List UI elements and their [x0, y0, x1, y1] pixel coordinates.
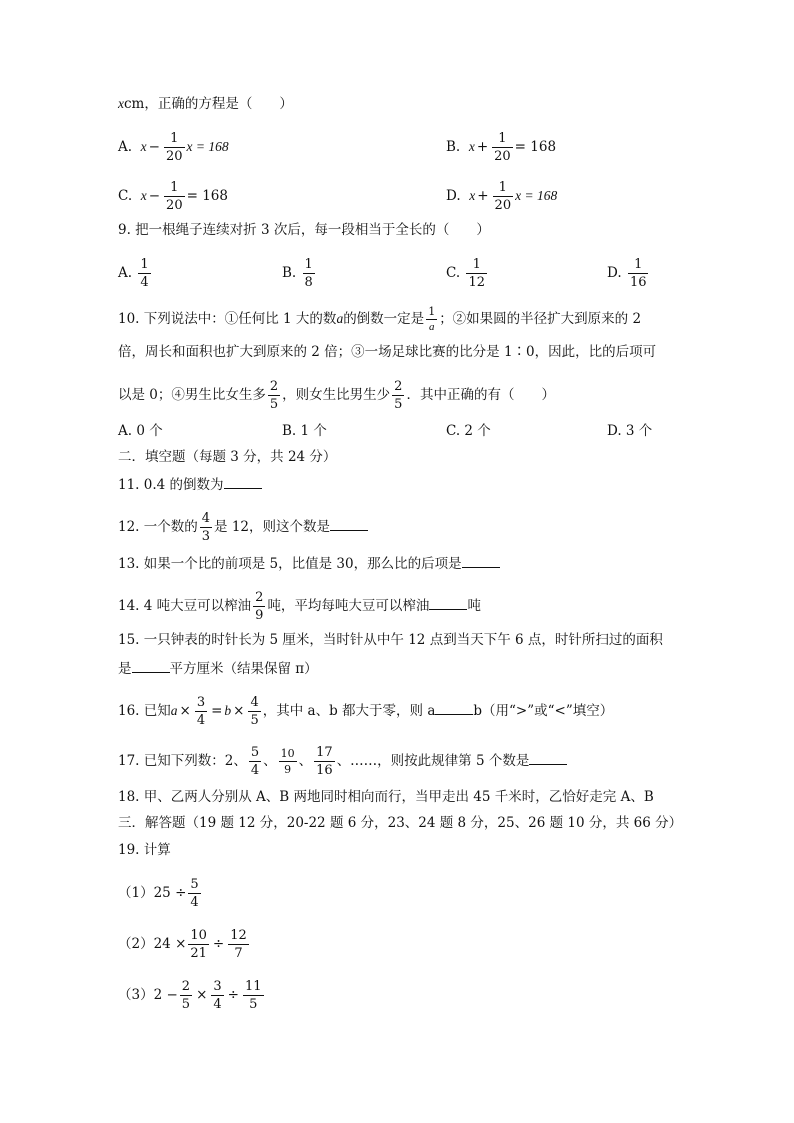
q8-stem-tail: xcm，正确的方程是（ ）: [118, 96, 293, 112]
q8-option-b[interactable]: B. x + $\frac{1}{20}$ = 168: [446, 131, 557, 164]
fraction: $\frac{1}{16}$: [629, 257, 647, 290]
fraction: $\frac{3}{4}$: [196, 695, 206, 728]
answer-blank[interactable]: [132, 658, 170, 673]
q19-title: 19. 计算: [118, 842, 171, 858]
fraction: $\frac{2}{5}$: [269, 379, 279, 412]
q13: 13. 如果一个比的前项是 5，比值是 30，那么比的后项是: [118, 553, 500, 574]
q10-option-d[interactable]: D. 3 个: [607, 423, 653, 439]
fraction: $\frac{1}{20}$: [494, 180, 512, 213]
q14: 14. 4 吨大豆可以榨油 $\frac{2}{9}$ 吨，平均每吨大豆可以榨油 吨: [118, 590, 481, 623]
q10-line-2: 倍，周长和面积也扩大到原来的 2 倍；③一场足球比赛的比分是 1∶0，因此，比的后项可: [118, 344, 657, 360]
answer-blank[interactable]: [429, 595, 467, 610]
q10-option-a[interactable]: A. 0 个: [118, 423, 163, 439]
fraction: $\frac{11}{5}$: [244, 979, 262, 1012]
fraction: $\frac{10}{9}$: [280, 747, 295, 776]
q18: 18. 甲、乙两人分别从 A、B 两地同时相向而行，当甲走出 45 千米时，乙恰好走完 A、B: [118, 789, 654, 805]
q8-option-a[interactable]: A. x − $\frac{1}{20}$ x = 168: [118, 131, 229, 164]
q16: 16. 已知a × $\frac{3}{4}$ = b × $\frac{4}{5}$ ，其中 a、b 都大于零，则 a b（用“>”或“<”填空）: [118, 695, 614, 728]
q19-part-3: （3）2 − $\frac{2}{5}$ × $\frac{3}{4}$ ÷ $\frac{11}{5}$: [118, 979, 262, 1012]
fraction: $\frac{4}{3}$: [201, 511, 211, 544]
q19-part-2: （2）24 × $\frac{10}{21}$ ÷ $\frac{12}{7}$: [118, 928, 247, 961]
fraction: $\frac{1}{a}$: [428, 305, 436, 333]
fraction: $\frac{1}{8}$: [304, 257, 313, 290]
q8-option-c[interactable]: C. x − $\frac{1}{20}$ = 168: [118, 180, 228, 213]
answer-blank[interactable]: [462, 553, 500, 568]
section-3-heading: 三．解答题（19 题 12 分，20-22 题 6 分，23、24 题 8 分，25、26 题 10 分，共 66 分）: [118, 815, 683, 831]
q9-option-a[interactable]: A. $\frac{1}{4}$: [118, 257, 149, 290]
q10-option-c[interactable]: C. 2 个: [446, 423, 491, 439]
fraction: $\frac{1}{20}$: [165, 131, 183, 164]
q11: 11. 0.4 的倒数为: [118, 474, 262, 495]
answer-blank[interactable]: [529, 750, 567, 765]
fraction: $\frac{1}{20}$: [166, 180, 183, 213]
q9-option-b[interactable]: B. $\frac{1}{8}$: [282, 257, 313, 290]
fraction: $\frac{5}{4}$: [250, 745, 260, 778]
q9-option-d[interactable]: D. $\frac{1}{16}$: [607, 257, 647, 290]
fraction: $\frac{1}{12}$: [468, 257, 485, 290]
q8-option-d[interactable]: D. x + $\frac{1}{20}$ x = 168: [446, 180, 558, 213]
q15-line-2: 是 平方厘米（结果保留 π）: [118, 658, 318, 679]
fraction: $\frac{12}{7}$: [230, 928, 247, 961]
section-2-heading: 二．填空题（每题 3 分，共 24 分）: [118, 449, 337, 465]
q17: 17. 已知下列数：2、 $\frac{5}{4}$ 、 $\frac{10}{9}$ 、 $\frac{17}{16}$ 、……，则按此规律第 5 个数是: [118, 746, 567, 777]
answer-blank[interactable]: [330, 516, 368, 531]
q10-line-1: 10. 下列说法中：①任何比 1 大的数a的倒数一定是 $\frac{1}{a}$ ；②如果圆的半径扩大到原来的 2: [118, 305, 642, 333]
q9-option-c[interactable]: C. $\frac{1}{12}$: [446, 257, 485, 290]
fraction: $\frac{10}{21}$: [190, 928, 207, 961]
answer-blank[interactable]: [435, 700, 473, 715]
q10-option-b[interactable]: B. 1 个: [282, 423, 327, 439]
fraction: $\frac{3}{4}$: [213, 979, 222, 1012]
answer-blank[interactable]: [224, 474, 262, 489]
fraction: $\frac{17}{16}$: [316, 745, 333, 778]
fraction: $\frac{5}{4}$: [190, 877, 199, 910]
fraction: $\frac{2}{5}$: [394, 379, 403, 412]
fraction: $\frac{1}{20}$: [494, 131, 511, 164]
q15-line-1: 15. 一只钟表的时针长为 5 厘米，当时针从中午 12 点到当天下午 6 点，时针所扫过的面积: [118, 632, 663, 648]
q10-line-3: 以是 0；④男生比女生多 $\frac{2}{5}$ ，则女生比男生少 $\frac{2}{5}$ ．其中正确的有（ ）: [118, 379, 555, 412]
fraction: $\frac{2}{9}$: [255, 590, 264, 623]
q19-part-1: （1）25 ÷ $\frac{5}{4}$: [118, 877, 199, 910]
fraction: $\frac{4}{5}$: [250, 695, 259, 728]
fraction: $\frac{1}{4}$: [140, 257, 149, 290]
fraction: $\frac{2}{5}$: [181, 979, 191, 1012]
q9-stem: 9. 把一根绳子连续对折 3 次后，每一段相当于全长的（ ）: [118, 222, 490, 238]
q12: 12. 一个数的 $\frac{4}{3}$ 是 12，则这个数是: [118, 512, 368, 543]
